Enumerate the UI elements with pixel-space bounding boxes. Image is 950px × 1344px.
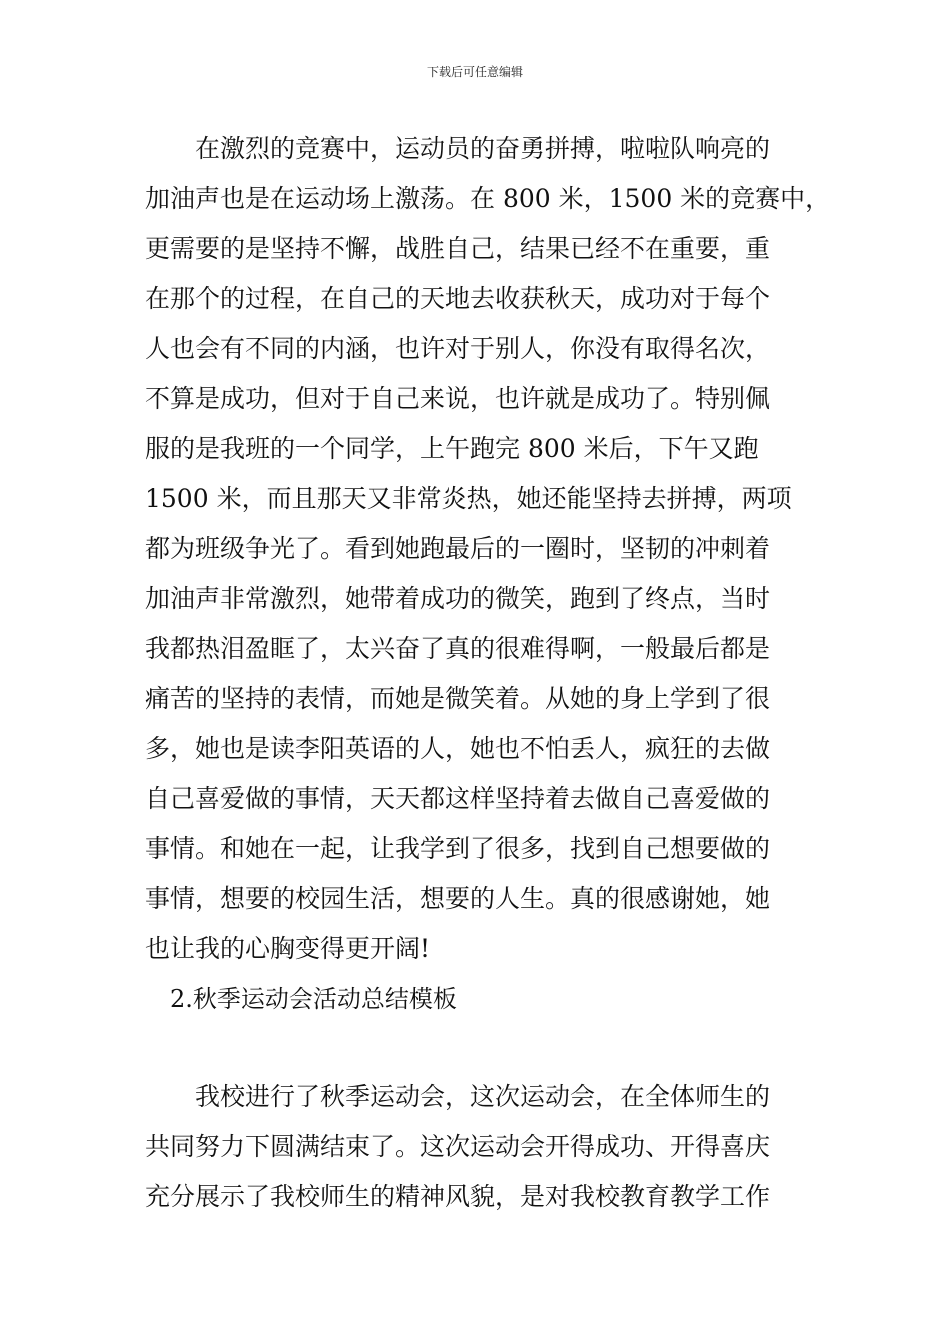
- paragraph-line: 充分展示了我校师生的精神风貌，是对我校教育教学工作: [145, 1182, 771, 1211]
- paragraph-line: 我都热泪盈眶了，太兴奋了真的很难得啊，一般最后都是: [145, 634, 771, 663]
- paragraph-line: 也让我的心胸变得更开阔!: [145, 934, 431, 963]
- paragraph-line: 加油声非常激烈，她带着成功的微笑，跑到了终点，当时: [145, 584, 771, 613]
- paragraph-line: 在那个的过程，在自己的天地去收获秋天，成功对于每个: [145, 284, 771, 313]
- paragraph-line: 加油声也是在运动场上激荡。在 800 米，1500 米的竞赛中，: [145, 184, 831, 213]
- paragraph-line: 自己喜爱做的事情，天天都这样坚持着去做自己喜爱做的: [145, 784, 771, 813]
- paragraph-line: 不算是成功，但对于自己来说，也许就是成功了。特别佩: [145, 384, 771, 413]
- paragraph-line: 服的是我班的一个同学，上午跑完 800 米后，下午又跑: [145, 434, 759, 463]
- paragraph-line: 更需要的是坚持不懈，战胜自己，结果已经不在重要，重: [145, 234, 771, 263]
- paragraph-line: 在激烈的竞赛中，运动员的奋勇拼搏，啦啦队响亮的: [145, 134, 771, 163]
- page-header: 下载后可任意编辑: [426, 65, 523, 79]
- paragraph-line: 1500 米，而且那天又非常炎热，她还能坚持去拼搏，两项: [145, 484, 792, 513]
- paragraph-line: 共同努力下圆满结束了。这次运动会开得成功、开得喜庆: [145, 1132, 771, 1161]
- section-heading: 2.秋季运动会活动总结模板: [170, 985, 457, 1013]
- paragraph-line: 人也会有不同的内涵，也许对于别人，你没有取得名次，: [145, 334, 771, 363]
- paragraph-line: 都为班级争光了。看到她跑最后的一圈时，坚韧的冲刺着: [145, 534, 771, 563]
- paragraph-line: 痛苦的坚持的表情，而她是微笑着。从她的身上学到了很: [145, 684, 771, 713]
- paragraph-line: 事情，想要的校园生活，想要的人生。真的很感谢她，她: [145, 884, 771, 913]
- paragraph-line: 我校进行了秋季运动会，这次运动会，在全体师生的: [145, 1082, 771, 1111]
- paragraph-line: 多，她也是读李阳英语的人，她也不怕丢人，疯狂的去做: [145, 734, 771, 763]
- paragraph-line: 事情。和她在一起，让我学到了很多，找到自己想要做的: [145, 834, 771, 863]
